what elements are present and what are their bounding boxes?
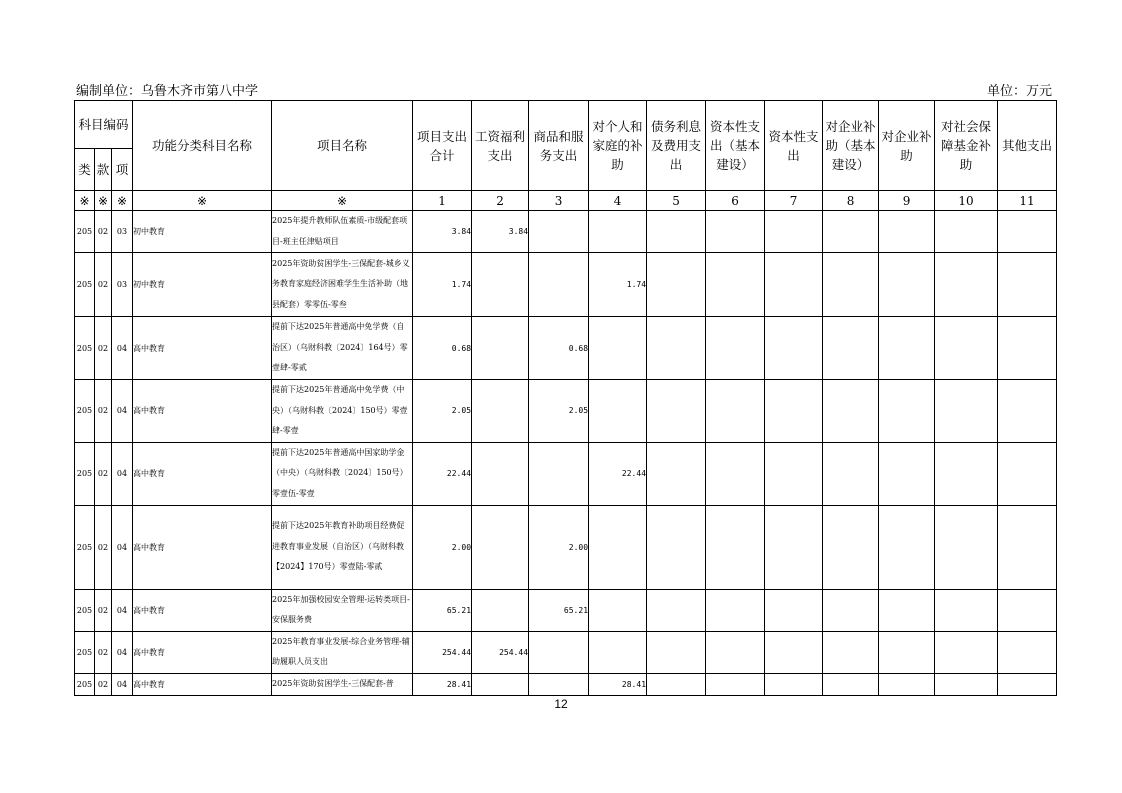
amount-cell (706, 253, 765, 317)
amount-cell (935, 673, 998, 695)
col-11-header: 其他支出 (998, 101, 1057, 191)
amount-cell: 0.68 (413, 317, 472, 380)
project-name-cell: 提前下达2025年教育补助项目经费促进教育事业发展（自治区）（乌财科教【2024】170号）零壹陆-零贰 (272, 505, 413, 589)
amount-cell (998, 379, 1057, 442)
col-index: 3 (529, 191, 589, 211)
func-name-cell: 高中教育 (133, 589, 272, 631)
amount-cell (706, 442, 765, 505)
amount-cell (706, 505, 765, 589)
amount-cell: 22.44 (413, 442, 472, 505)
amount-cell (879, 379, 935, 442)
code-xiang: 04 (112, 673, 133, 695)
code-xiang: 04 (112, 442, 133, 505)
amount-cell (823, 253, 879, 317)
code-lei: 205 (75, 589, 95, 631)
amount-cell (529, 253, 589, 317)
amount-cell (647, 317, 706, 380)
table-row (75, 631, 1057, 673)
amount-cell (879, 589, 935, 631)
currency-unit: 单位：万元 (986, 84, 1052, 99)
amount-cell (472, 505, 529, 589)
amount-cell (935, 631, 998, 673)
func-name-cell: 高中教育 (133, 442, 272, 505)
col-index: 2 (472, 191, 529, 211)
amount-cell (647, 442, 706, 505)
col-6-header: 资本性支出（基本建设） (706, 101, 765, 191)
amount-cell (998, 673, 1057, 695)
amount-cell (765, 253, 823, 317)
amount-cell (765, 505, 823, 589)
amount-cell: 1.74 (589, 253, 647, 317)
project-name-cell: 2025年资助贫困学生-三保配套-普 (272, 673, 413, 695)
amount-cell (472, 253, 529, 317)
mark-symbol: ※ (272, 191, 413, 211)
amount-cell (647, 379, 706, 442)
amount-cell (823, 589, 879, 631)
col-1-header: 项目支出合计 (413, 101, 472, 191)
amount-cell (998, 631, 1057, 673)
amount-cell (879, 631, 935, 673)
amount-cell (879, 253, 935, 317)
col-9-header: 对企业补助 (879, 101, 935, 191)
code-xiang: 04 (112, 589, 133, 631)
code-kuan: 02 (95, 673, 112, 695)
amount-cell: 2.00 (413, 505, 472, 589)
col-index: 4 (589, 191, 647, 211)
table-row (75, 379, 1057, 442)
func-name-cell: 高中教育 (133, 505, 272, 589)
project-name-cell: 2025年教育事业发展-综合业务管理-辅助履职人员支出 (272, 631, 413, 673)
project-name-cell: 2025年资助贫困学生-三保配套-城乡义务教育家庭经济困难学生生活补助（地县配套）零零伍-零叁 (272, 253, 413, 317)
mark-symbol: ※ (95, 191, 112, 211)
lei-header: 类 (75, 149, 95, 191)
amount-cell (935, 211, 998, 253)
col-5-header: 债务利息及费用支出 (647, 101, 706, 191)
amount-cell: 2.05 (413, 379, 472, 442)
code-lei: 205 (75, 211, 95, 253)
amount-cell (765, 379, 823, 442)
code-lei: 205 (75, 631, 95, 673)
amount-cell (472, 589, 529, 631)
amount-cell: 22.44 (589, 442, 647, 505)
amount-cell (998, 442, 1057, 505)
mark-symbol: ※ (133, 191, 272, 211)
amount-cell (998, 211, 1057, 253)
amount-cell (823, 317, 879, 380)
amount-cell (879, 505, 935, 589)
xiang-header: 项 (112, 149, 133, 191)
amount-cell (765, 589, 823, 631)
code-lei: 205 (75, 505, 95, 589)
amount-cell (706, 379, 765, 442)
amount-cell: 254.44 (413, 631, 472, 673)
amount-cell: 2.05 (529, 379, 589, 442)
amount-cell (935, 589, 998, 631)
amount-cell: 2.00 (529, 505, 589, 589)
code-xiang: 04 (112, 317, 133, 380)
col-7-header: 资本性支出 (765, 101, 823, 191)
code-lei: 205 (75, 442, 95, 505)
project-name-cell: 2025年加强校园安全管理-运转类项目-安保服务费 (272, 589, 413, 631)
table-row (75, 442, 1057, 505)
code-kuan: 02 (95, 442, 112, 505)
table-row (75, 505, 1057, 589)
col-index: 6 (706, 191, 765, 211)
amount-cell (998, 317, 1057, 380)
amount-cell (879, 317, 935, 380)
amount-cell: 1.74 (413, 253, 472, 317)
col-4-header: 对个人和家庭的补助 (589, 101, 647, 191)
amount-cell: 65.21 (413, 589, 472, 631)
amount-cell: 254.44 (472, 631, 529, 673)
amount-cell (935, 505, 998, 589)
col-index: 7 (765, 191, 823, 211)
amount-cell (472, 317, 529, 380)
amount-cell (529, 631, 589, 673)
col-index: 9 (879, 191, 935, 211)
func-name-cell: 高中教育 (133, 673, 272, 695)
proj-name-header: 项目名称 (272, 101, 413, 191)
amount-cell: 3.84 (413, 211, 472, 253)
mark-symbol: ※ (75, 191, 95, 211)
expenditure-table (74, 100, 1057, 696)
table-row (75, 673, 1057, 695)
func-name-cell: 高中教育 (133, 379, 272, 442)
table-row (75, 589, 1057, 631)
col-index: 11 (998, 191, 1057, 211)
amount-cell (935, 253, 998, 317)
amount-cell (998, 253, 1057, 317)
amount-cell (706, 673, 765, 695)
table-body (75, 211, 1057, 696)
col-8-header: 对企业补助（基本建设） (823, 101, 879, 191)
amount-cell (472, 379, 529, 442)
code-lei: 205 (75, 379, 95, 442)
page-number: 12 (554, 697, 568, 711)
amount-cell (935, 317, 998, 380)
code-lei: 205 (75, 317, 95, 380)
amount-cell (823, 379, 879, 442)
table-row (75, 317, 1057, 380)
amount-cell (706, 317, 765, 380)
col-index: 5 (647, 191, 706, 211)
code-kuan: 02 (95, 379, 112, 442)
code-kuan: 02 (95, 589, 112, 631)
amount-cell (529, 673, 589, 695)
func-name-cell: 初中教育 (133, 211, 272, 253)
amount-cell (823, 211, 879, 253)
code-group-header: 科目编码 (75, 101, 133, 149)
amount-cell (823, 631, 879, 673)
amount-cell (472, 442, 529, 505)
amount-cell (589, 379, 647, 442)
amount-cell: 28.41 (589, 673, 647, 695)
amount-cell (589, 589, 647, 631)
amount-cell (589, 631, 647, 673)
project-name-cell: 提前下达2025年普通高中国家助学金（中央）（乌财科教〔2024〕150号）零壹伍-零壹 (272, 442, 413, 505)
amount-cell (706, 211, 765, 253)
amount-cell (998, 505, 1057, 589)
func-name-header: 功能分类科目名称 (133, 101, 272, 191)
amount-cell (765, 442, 823, 505)
amount-cell: 28.41 (413, 673, 472, 695)
code-kuan: 02 (95, 505, 112, 589)
amount-cell: 3.84 (472, 211, 529, 253)
amount-cell (706, 631, 765, 673)
code-kuan: 02 (95, 211, 112, 253)
func-name-cell: 初中教育 (133, 253, 272, 317)
amount-cell (529, 442, 589, 505)
amount-cell (823, 505, 879, 589)
project-name-cell: 提前下达2025年普通高中免学费（自治区）（乌财科教〔2024〕164号）零壹肆-零贰 (272, 317, 413, 380)
compiling-unit: 编制单位：乌鲁木齐市第八中学 (76, 84, 259, 99)
func-name-cell: 高中教育 (133, 317, 272, 380)
amount-cell (823, 673, 879, 695)
amount-cell (589, 505, 647, 589)
code-kuan: 02 (95, 253, 112, 317)
col-2-header: 工资福利支出 (472, 101, 529, 191)
amount-cell (472, 673, 529, 695)
mark-symbol: ※ (112, 191, 133, 211)
amount-cell (765, 317, 823, 380)
project-name-cell: 2025年提升教师队伍素质-市级配套项目-班主任津贴项目 (272, 211, 413, 253)
kuan-header: 款 (95, 149, 112, 191)
code-kuan: 02 (95, 317, 112, 380)
amount-cell: 0.68 (529, 317, 589, 380)
amount-cell (529, 211, 589, 253)
amount-cell (935, 442, 998, 505)
code-lei: 205 (75, 673, 95, 695)
table-row (75, 253, 1057, 317)
amount-cell (647, 253, 706, 317)
code-xiang: 03 (112, 253, 133, 317)
amount-cell (647, 505, 706, 589)
code-lei: 205 (75, 253, 95, 317)
amount-cell (998, 589, 1057, 631)
amount-cell (765, 631, 823, 673)
amount-cell (765, 211, 823, 253)
amount-cell: 65.21 (529, 589, 589, 631)
amount-cell (879, 442, 935, 505)
code-xiang: 03 (112, 211, 133, 253)
amount-cell (647, 211, 706, 253)
column-index-row (75, 191, 1057, 211)
amount-cell (647, 631, 706, 673)
table-row (75, 211, 1057, 253)
code-kuan: 02 (95, 631, 112, 673)
amount-cell (706, 589, 765, 631)
col-index: 1 (413, 191, 472, 211)
code-xiang: 04 (112, 631, 133, 673)
amount-cell (879, 211, 935, 253)
amount-cell (647, 589, 706, 631)
code-xiang: 04 (112, 379, 133, 442)
amount-cell (935, 379, 998, 442)
amount-cell (589, 317, 647, 380)
amount-cell (879, 673, 935, 695)
amount-cell (589, 211, 647, 253)
col-3-header: 商品和服务支出 (529, 101, 589, 191)
col-index: 8 (823, 191, 879, 211)
amount-cell (647, 673, 706, 695)
code-xiang: 04 (112, 505, 133, 589)
project-name-cell: 提前下达2025年普通高中免学费（中央）（乌财科教〔2024〕150号）零壹肆-零壹 (272, 379, 413, 442)
amount-cell (765, 673, 823, 695)
amount-cell (823, 442, 879, 505)
func-name-cell: 高中教育 (133, 631, 272, 673)
col-index: 10 (935, 191, 998, 211)
col-10-header: 对社会保障基金补助 (935, 101, 998, 191)
